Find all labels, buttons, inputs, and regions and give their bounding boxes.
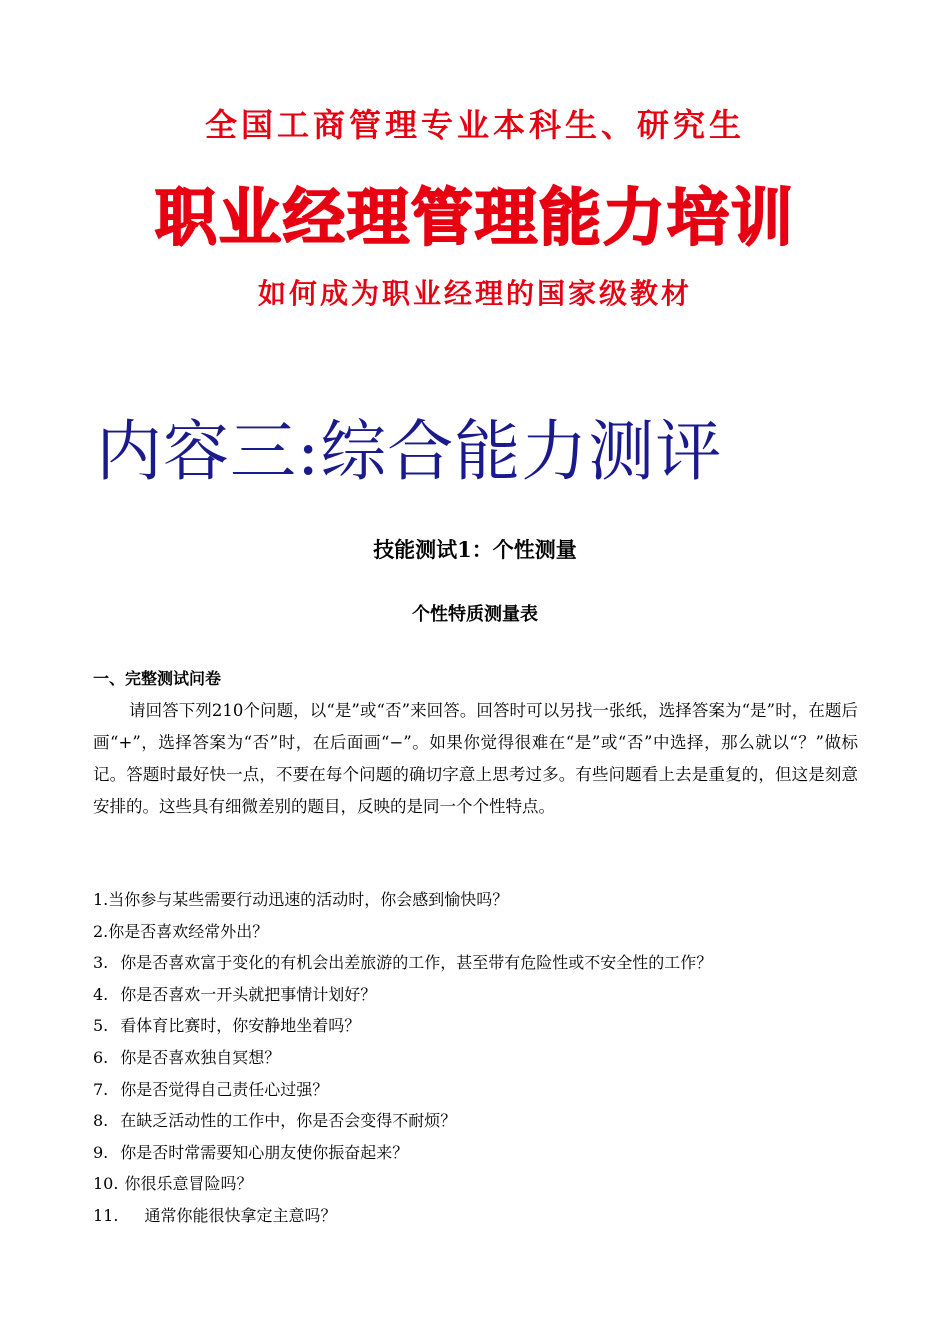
question-text: 你是否喜欢一开头就把事情计划好？	[120, 984, 377, 1004]
question-number: 11.	[93, 1205, 119, 1225]
question-text: 你是否觉得自己责任心过强？	[120, 1079, 329, 1099]
question-item	[93, 916, 858, 948]
section-title: 内容三:综合能力测评	[96, 413, 723, 490]
question-text: 你是否时常需要知心朋友使你振奋起来？	[120, 1142, 409, 1162]
question-text: 通常你能很快拿定主意吗？	[144, 1205, 337, 1225]
banner-main-title: 职业经理管理能力培训	[154, 181, 795, 254]
part-heading: 一、完整测试问卷	[93, 669, 222, 688]
table-title: 个性特质测量表	[412, 604, 538, 625]
question-number: 6.	[93, 1047, 109, 1067]
question-item	[93, 1010, 858, 1042]
test-subtitle: 技能测试1：个性测量	[373, 537, 577, 562]
question-item	[93, 1168, 858, 1200]
question-text: 看体育比赛时，你安静地坐着吗？	[120, 1016, 361, 1036]
question-number: 2.	[93, 921, 109, 941]
question-text: 你很乐意冒险吗？	[124, 1174, 253, 1194]
question-item	[93, 1074, 858, 1106]
banner-line-3: 如何成为职业经理的国家级教材	[257, 277, 692, 310]
question-number: 9.	[93, 1142, 109, 1162]
question-item	[93, 947, 858, 979]
question-number: 10.	[93, 1174, 119, 1194]
question-item	[93, 979, 858, 1011]
question-text: 你是否喜欢独自冥想？	[120, 1047, 281, 1067]
question-text: 你是否喜欢经常外出？	[108, 921, 269, 941]
question-text: 你是否喜欢富于变化的有机会出差旅游的工作，甚至带有危险性或不安全性的工作？	[120, 953, 713, 973]
question-number: 8.	[93, 1111, 109, 1131]
question-list	[93, 884, 858, 1232]
question-number: 7.	[93, 1079, 109, 1099]
question-number: 4.	[93, 984, 109, 1004]
instructions-paragraph: 请回答下列210个问题，以“是”或“否”来回答。回答时可以另找一张纸，选择答案为“是”时，在题后画“+”，选择答案为“否”时，在后面画“−”。如果你觉得很难在“是”或“否”中选择，那么就以“？”做标记。答题时最好快一点，不要在每个问题的确切字意上思考过多。有些问题看上去是重复的，但这是刻意安排的。这些具有细微差别的题目，反映的是同一个个性特点。	[93, 701, 858, 816]
question-item	[93, 1200, 858, 1232]
question-number: 3.	[93, 953, 109, 973]
question-item	[93, 1042, 858, 1074]
question-item	[93, 884, 858, 916]
question-number: 1.	[93, 890, 109, 909]
question-item	[93, 1137, 858, 1169]
question-item	[93, 1105, 858, 1137]
question-text: 当你参与某些需要行动迅速的活动时，你会感到愉快吗？	[108, 890, 509, 909]
question-text: 在缺乏活动性的工作中，你是否会变得不耐烦？	[120, 1111, 457, 1131]
banner-line-1: 全国工商管理专业本科生、研究生	[204, 106, 745, 144]
question-number: 5.	[93, 1016, 109, 1036]
